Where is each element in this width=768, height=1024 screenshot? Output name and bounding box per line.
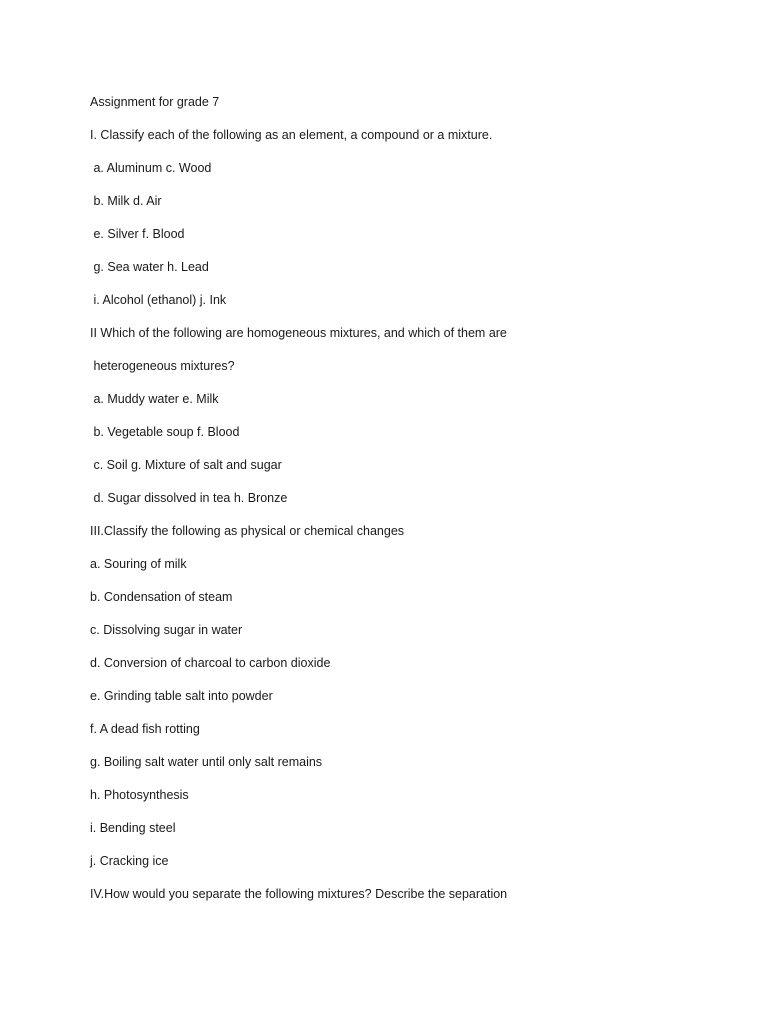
question-2-item: c. Soil g. Mixture of salt and sugar [90,458,282,472]
question-2-heading-continued: heterogeneous mixtures? [90,359,235,373]
question-1-heading: I. Classify each of the following as an element, a compound or a mixture. [90,128,493,142]
question-3-item: j. Cracking ice [90,854,169,868]
question-3-item: d. Conversion of charcoal to carbon dioxide [90,656,331,670]
question-3-item: h. Photosynthesis [90,788,189,802]
question-3-item: a. Souring of milk [90,557,187,571]
question-1-item: i. Alcohol (ethanol) j. Ink [90,293,227,307]
question-1-item: g. Sea water h. Lead [90,260,209,274]
question-3-item: c. Dissolving sugar in water [90,623,243,637]
question-1-item: e. Silver f. Blood [90,227,185,241]
question-1-item: b. Milk d. Air [90,194,162,208]
assignment-title: Assignment for grade 7 [90,95,220,109]
question-4-heading: IV.How would you separate the following mixtures? Describe the separation [90,887,508,901]
question-3-item: e. Grinding table salt into powder [90,689,273,703]
question-3-heading: III.Classify the following as physical or chemical changes [90,524,405,538]
question-3-item: i. Bending steel [90,821,176,835]
question-2-item: b. Vegetable soup f. Blood [90,425,240,439]
question-1-item: a. Aluminum c. Wood [90,161,212,175]
question-3-item: f. A dead fish rotting [90,722,200,736]
document-body [90,92,730,917]
question-3-item: b. Condensation of steam [90,590,233,604]
question-2-item: d. Sugar dissolved in tea h. Bronze [90,491,288,505]
question-2-heading: II Which of the following are homogeneous mixtures, and which of them are [90,326,507,340]
question-3-item: g. Boiling salt water until only salt remains [90,755,323,769]
question-2-item: a. Muddy water e. Milk [90,392,219,406]
